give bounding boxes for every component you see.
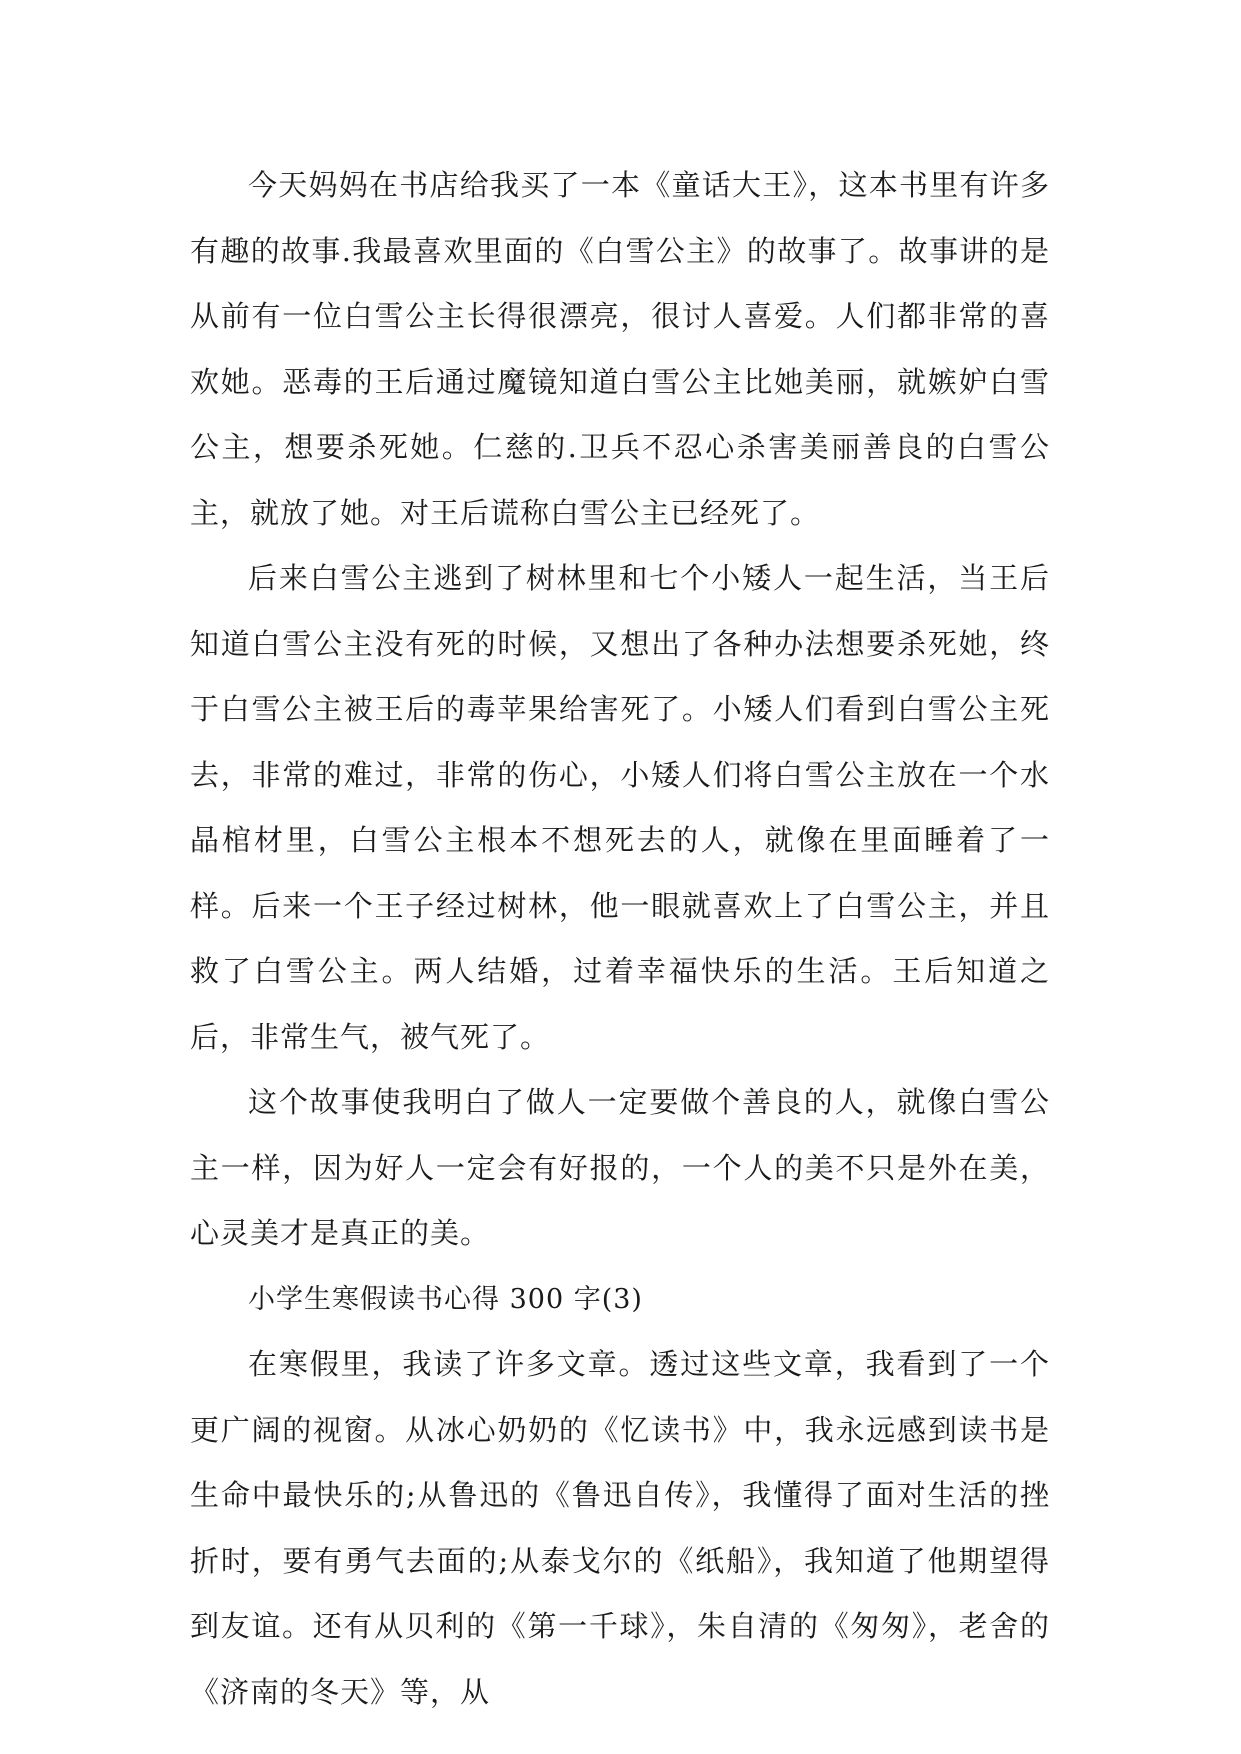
section-heading: 小学生寒假读书心得 300 字(3) <box>248 1283 643 1315</box>
paragraph-1: 今天妈妈在书店给我买了一本《童话大王》，这本书里有许多有趣的故事.我最喜欢里面的《白雪公主》的故事了。故事讲的是从前有一位白雪公主长得很漂亮，很讨人喜爱。人们都非常的喜欢她。恶毒的王后通过魔镜知道白雪公主比她美丽，就嫉妒白雪公主，想要杀死她。仁慈的.卫兵不忍心杀害美丽善良的白雪公主，就放了她。对王后谎称白雪公主已经死了。 <box>190 168 1050 530</box>
paragraph-2: 后来白雪公主逃到了树林里和七个小矮人一起生活，当王后知道白雪公主没有死的时候，又想出了各种办法想要杀死她，终于白雪公主被王后的毒苹果给害死了。小矮人们看到白雪公主死去，非常的难过，非常的伤心，小矮人们将白雪公主放在一个水晶棺材里，白雪公主根本不想死去的人，就像在里面睡着了一样。后来一个王子经过树林，他一眼就喜欢上了白雪公主，并且救了白雪公主。两人结婚，过着幸福快乐的生活。王后知道之后，非常生气，被气死了。 <box>190 561 1050 1054</box>
document-body <box>190 153 1050 1725</box>
section-paragraph-1: 在寒假里，我读了许多文章。透过这些文章，我看到了一个更广阔的视窗。从冰心奶奶的《忆读书》中，我永远感到读书是生命中最快乐的;从鲁迅的《鲁迅自传》，我懂得了面对生活的挫折时，要有勇气去面的;从泰戈尔的《纸船》，我知道了他期望得到友谊。还有从贝利的《第一千球》，朱自清的《匆匆》，老舍的《济南的冬天》等，从 <box>190 1347 1050 1709</box>
paragraph-3: 这个故事使我明白了做人一定要做个善良的人，就像白雪公主一样，因为好人一定会有好报的，一个人的美不只是外在美，心灵美才是真正的美。 <box>190 1085 1050 1250</box>
